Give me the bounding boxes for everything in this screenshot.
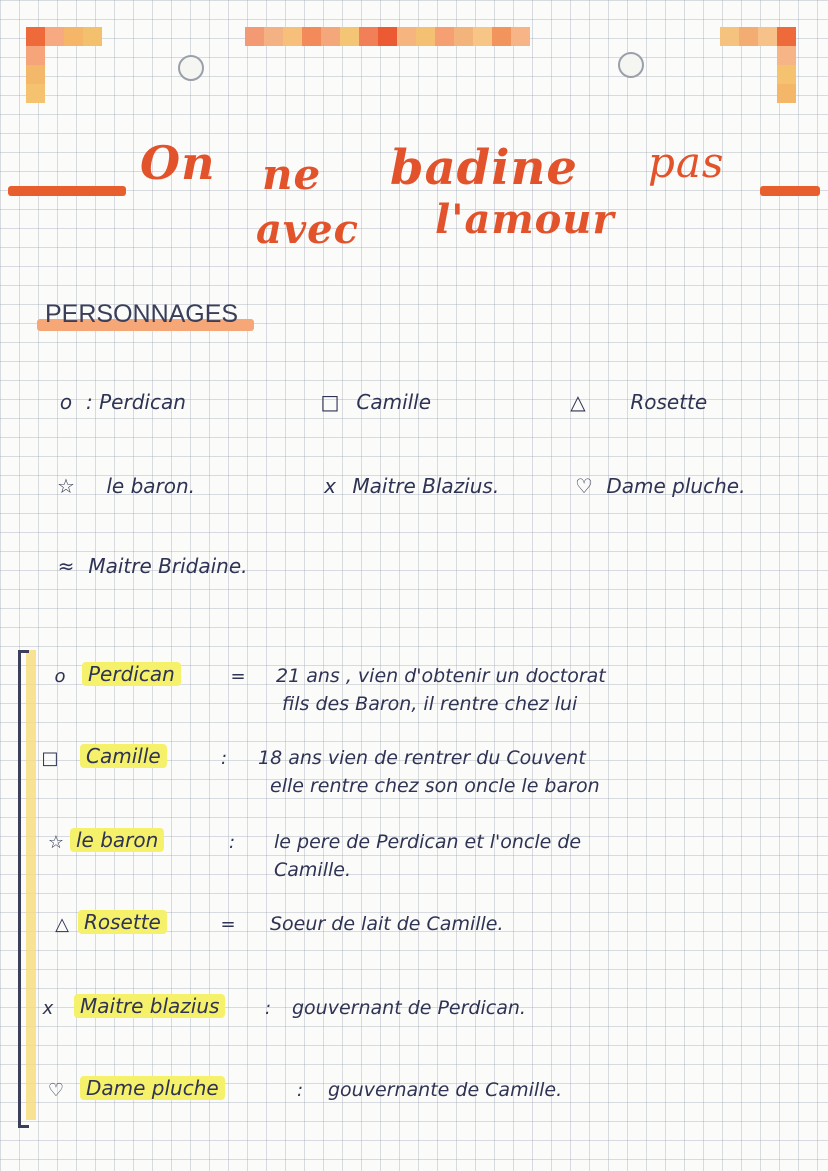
top-left-deco-vertical: [26, 46, 45, 103]
heart-icon: ♡: [47, 1080, 65, 1101]
triangle-icon: △: [55, 914, 69, 935]
legend-item-rosette: [566, 390, 707, 414]
section-heading: [37, 298, 246, 331]
title-word-avec: avec: [256, 206, 359, 253]
character-sep: :: [228, 832, 236, 853]
cross-icon: x: [324, 474, 336, 498]
binder-hole-right: [618, 52, 644, 78]
heart-icon: ♡: [575, 474, 593, 498]
title-word-on: On: [140, 136, 216, 190]
legend-item-camille: [318, 390, 431, 414]
title-bar-left: [8, 186, 126, 196]
top-right-deco: [720, 27, 796, 46]
square-icon: □: [320, 390, 340, 414]
binder-hole-left: [178, 55, 204, 81]
character-desc-camille-line1: 18 ans vien de rentrer du Couvent: [258, 747, 586, 769]
character-name-rosette: Rosette: [78, 910, 167, 934]
legend-label: Maitre Blazius.: [352, 474, 500, 498]
character-name-pluche: Dame pluche: [80, 1076, 225, 1100]
character-desc-blazius: gouvernant de Perdican.: [292, 997, 526, 1019]
character-sep: :: [220, 748, 228, 769]
triangle-icon: △: [570, 390, 586, 414]
legend-item-perdican: [54, 390, 186, 414]
star-icon: ☆: [57, 474, 75, 498]
title-word-ne: ne: [262, 150, 322, 199]
character-desc-baron-line1: le pere de Perdican et l'oncle de: [274, 831, 582, 853]
wave-icon: ≈: [57, 554, 75, 578]
legend-item-baron: [54, 474, 195, 498]
character-sep: =: [220, 914, 236, 935]
legend-item-bridaine: [54, 554, 248, 578]
title-word-lamour: l'amour: [435, 196, 615, 243]
legend-item-blazius: [318, 474, 499, 498]
character-name-perdican: Perdican: [82, 662, 181, 686]
circle-icon: o: [54, 666, 66, 687]
legend-label: Rosette: [630, 390, 708, 414]
character-desc-rosette: Soeur de lait de Camille.: [270, 913, 504, 935]
character-desc-perdican-line1: 21 ans , vien d'obtenir un doctorat: [276, 665, 606, 687]
top-left-deco: [26, 27, 102, 46]
character-name-blazius: Maitre blazius: [74, 994, 225, 1018]
character-desc-perdican-line2: fils des Baron, il rentre chez lui: [282, 693, 578, 715]
legend-label: le baron.: [106, 474, 196, 498]
character-desc-camille-line2: elle rentre chez son oncle le baron: [270, 775, 600, 797]
character-name-camille: Camille: [80, 744, 167, 768]
legend-label: Dame pluche.: [606, 474, 746, 498]
section-heading-text: PERSONNAGES: [45, 300, 239, 328]
top-center-deco: [245, 27, 530, 46]
character-sep: :: [296, 1080, 304, 1101]
cross-icon: x: [42, 998, 54, 1019]
circle-icon: o: [59, 390, 73, 414]
character-desc-pluche: gouvernante de Camille.: [328, 1079, 563, 1101]
legend-label: Maitre Bridaine.: [88, 554, 248, 578]
legend-sep: :: [86, 390, 93, 414]
star-icon: ☆: [47, 832, 65, 853]
title-bar-right: [760, 186, 820, 196]
top-right-deco-vertical: [777, 46, 796, 103]
character-name-baron: le baron: [70, 828, 164, 852]
character-sep: =: [230, 666, 246, 687]
legend-item-pluche: [572, 474, 745, 498]
character-sep: :: [264, 998, 272, 1019]
bracket: [18, 650, 29, 1128]
title-word-pas: pas: [648, 138, 725, 187]
legend-label: Perdican: [99, 390, 186, 414]
character-desc-baron-line2: Camille.: [274, 859, 351, 881]
square-icon: □: [41, 748, 59, 769]
title-word-badine: badine: [390, 140, 578, 196]
legend-label: Camille: [356, 390, 432, 414]
